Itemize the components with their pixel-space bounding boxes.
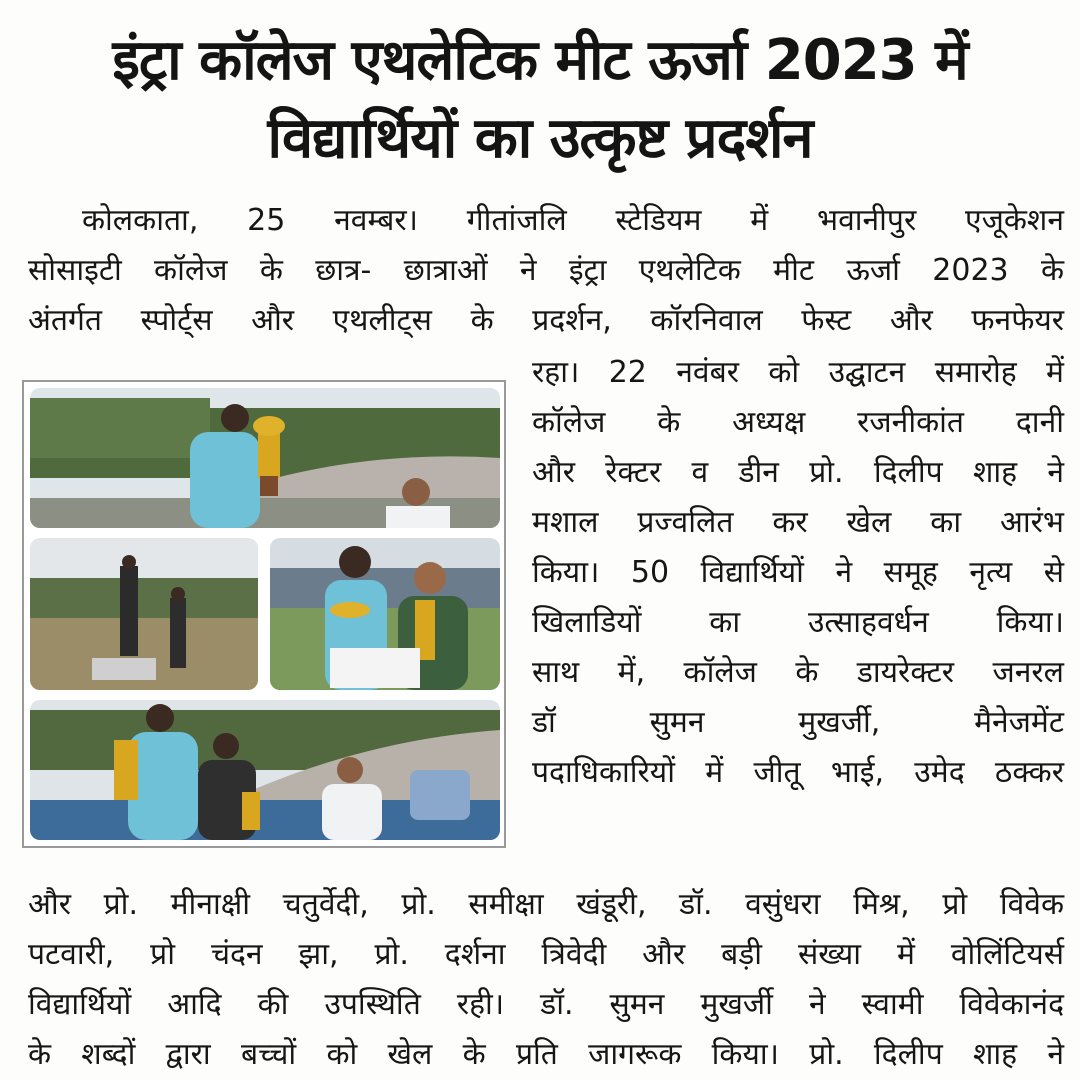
text-line: के शब्दों द्वारा बच्चों को खेल के प्रति जागरूक किया। प्रो. दिलीप शाह ने	[28, 1037, 1064, 1072]
text-line: मशाल प्रज्वलित कर खेल का आरंभ	[532, 505, 1064, 540]
photo-collage	[22, 380, 506, 848]
photo-medal-winner	[270, 538, 500, 690]
text-line: साथ में, कॉलेज के डायरेक्टर जनरल	[532, 655, 1064, 690]
photo-trophy-presentation	[30, 388, 500, 528]
article-headline	[30, 22, 1050, 178]
text-line: खिलाडियों का उत्साहवर्धन किया।	[532, 605, 1064, 640]
text-line: पटवारी, प्रो चंदन झा, प्रो. दर्शना त्रिवेदी और बड़ी संख्या में वोलिंटियर्स	[28, 937, 1064, 972]
text-line: विद्यार्थियों आदि की उपस्थिति रही। डॉ. सुमन मुखर्जी ने स्वामी विवेकानंद	[28, 987, 1064, 1022]
article-side-paragraph	[532, 348, 1064, 798]
text-line: कोलकाता, 25 नवम्बर। गीतांजलि स्टेडियम में भवानीपुर एजूकेशन	[82, 203, 1064, 238]
text-line: कॉलेज के अध्यक्ष रजनीकांत दानी	[532, 405, 1064, 440]
photo-podium	[30, 538, 258, 690]
text-line: किया। 50 विद्यार्थियों ने समूह नृत्य से	[532, 555, 1064, 590]
headline-line-1: इंट्रा कॉलेज एथलेटिक मीट ऊर्जा 2023 में	[112, 28, 968, 93]
text-line: और रेक्टर व डीन प्रो. दिलीप शाह ने	[532, 455, 1064, 490]
text-line: अंतर्गत स्पोर्ट्स और एथलीट्स के प्रदर्शन, कॉरनिवाल फेस्ट और फनफेयर	[28, 303, 1064, 338]
photo-trophy-winners	[30, 700, 500, 840]
text-line: पदाधिकारियों में जीतू भाई, उमेद ठक्कर	[532, 755, 1064, 790]
text-line: रहा। 22 नवंबर को उद्घाटन समारोह में	[532, 355, 1064, 390]
headline-line-2: विद्यार्थियों का उत्कृष्ट प्रदर्शन	[267, 106, 813, 171]
text-line: और प्रो. मीनाक्षी चतुर्वेदी, प्रो. समीक्षा खंडूरी, डॉ. वसुंधरा मिश्र, प्रो विवेक	[28, 887, 1064, 922]
text-line: डॉ सुमन मुखर्जी, मैनेजमेंट	[532, 705, 1064, 740]
article-intro-paragraph	[28, 196, 1064, 346]
article-bottom-paragraph	[28, 880, 1064, 1080]
text-line: सोसाइटी कॉलेज के छात्र- छात्राओं ने इंट्रा एथलेटिक मीट ऊर्जा 2023 के	[28, 253, 1064, 288]
